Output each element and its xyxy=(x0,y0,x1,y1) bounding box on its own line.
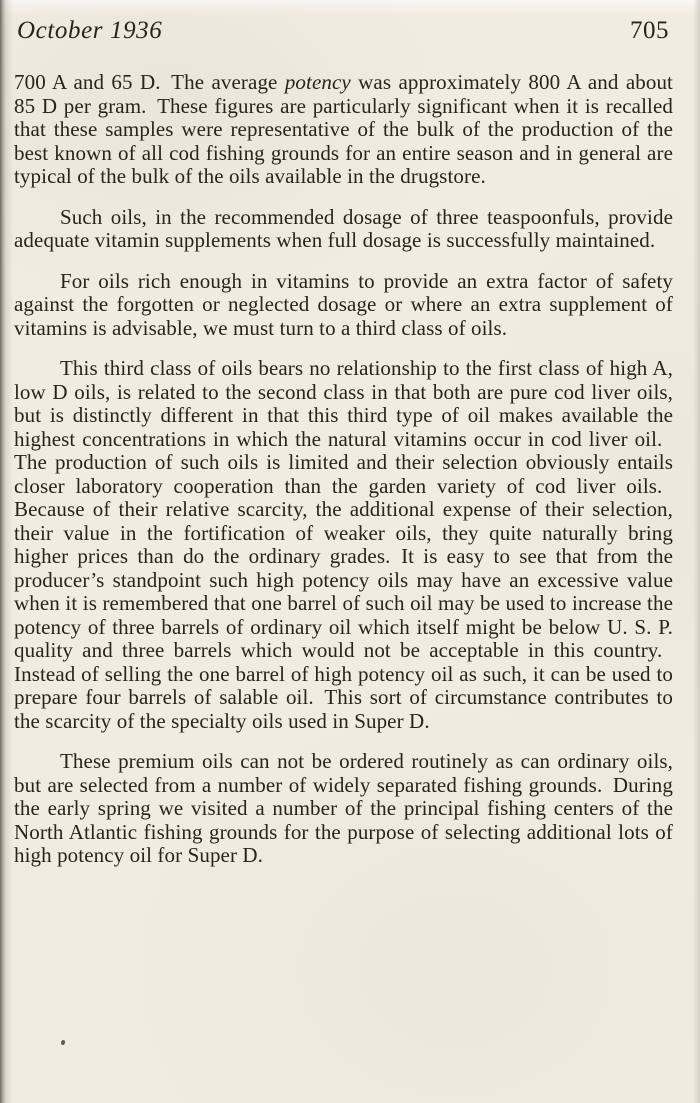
text-run: For oils rich enough in vitamins to provide an extra factor of safety against the forgotten or neglected dosage or where an extra supplement of vitamins is advisable, we must turn to a third class of oils. xyxy=(14,268,673,340)
page-number: 705 xyxy=(630,17,669,44)
scan-edge-right xyxy=(692,0,700,1103)
ink-speck xyxy=(61,1040,65,1045)
paragraph xyxy=(14,750,673,868)
paragraph xyxy=(14,270,673,341)
text-run: was approximately 800 A and about 85 D per gram. These figures are particularly significant when it is recalled that these samples were representative of the bulk of the production of the best known of all cod fishing grounds for an entire season and in general are typical of the bulk of the oils available in the drugstore. xyxy=(14,70,673,188)
italic-word: potency xyxy=(284,70,351,94)
issue-date: October 1936 xyxy=(17,17,163,44)
text-run: This third class of oils bears no relationship to the first class of high A, low D oils, is related to the second class in that both are pure cod liver oils, but is distinctly different in that this third type of oil makes available the highest concentrations in which the natural vitamins occur in cod liver oil. The production of such oils is limited and their selection obviously entails closer laboratory cooperation than the garden variety of cod liver oils. Because of their relative scarcity, the additional expense of their selection, their value in the fortification of weaker oils, they quite naturally bring higher prices than do the ordinary grades. It is easy to see that from the producer’s standpoint such high potency oils may have an excessive value when it is remembered that one barrel of such oil may be used to increase the potency of three barrels of ordinary oil which itself might be below U. S. P. quality and three barrels which would not be acceptable in this country. Instead of selling the one barrel of high potency oil as such, it can be used to prepare four barrels of salable oil. This sort of circumstance contributes to the scarcity of the specialty oils used in Super D. xyxy=(14,356,673,733)
paragraph xyxy=(14,71,673,189)
paragraph xyxy=(14,357,673,733)
text-run: These premium oils can not be ordered routinely as can ordinary oils, but are selected from a number of widely separated fishing grounds. During the early spring we visited a number of the principal fishing centers of the North Atlantic fishing grounds for the purpose of selecting additional lots of high potency oil for Super D. xyxy=(14,749,673,867)
running-head xyxy=(17,17,669,45)
text-run: 700 A and 65 D. The average xyxy=(14,70,285,94)
paragraph xyxy=(14,206,673,253)
scan-edge-left xyxy=(0,0,14,1103)
article-body xyxy=(14,71,673,885)
text-run: Such oils, in the recommended dosage of three teaspoonfuls, provide adequate vitamin supplements when full dosage is successfully maintained. xyxy=(14,204,673,252)
